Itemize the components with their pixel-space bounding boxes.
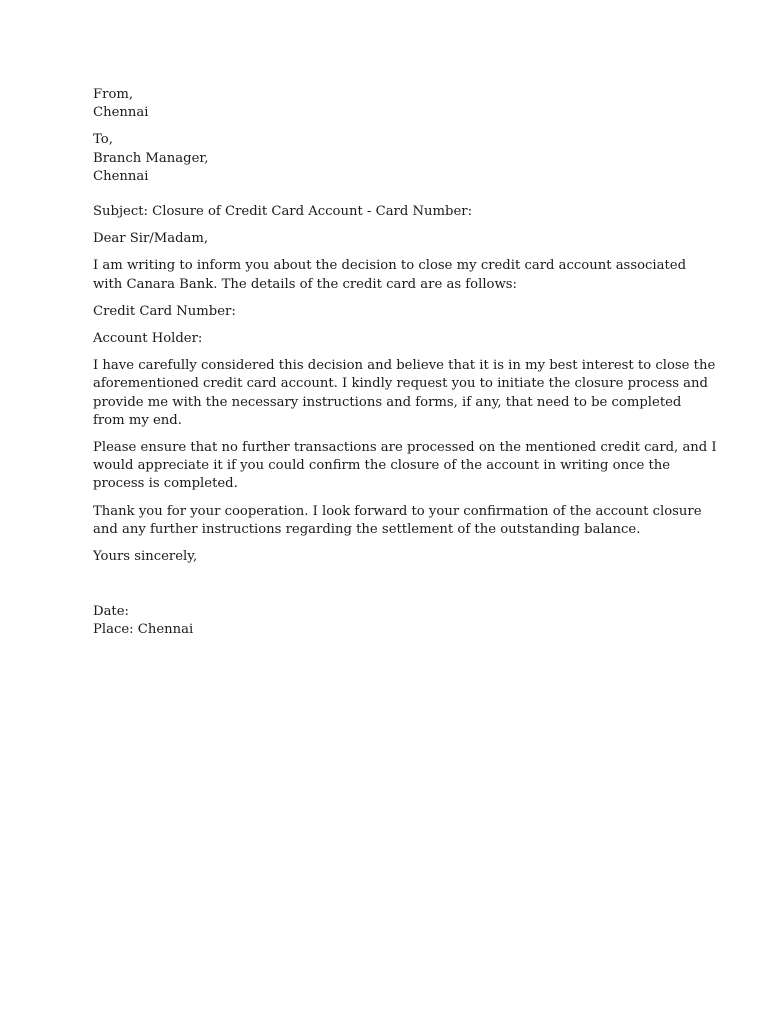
card-number-label: Credit Card Number:: [93, 303, 236, 319]
closing-text: Yours sincerely,: [93, 549, 198, 565]
paragraph-line: from my end.: [93, 412, 182, 428]
from-block: [93, 86, 678, 122]
paragraph-line: and any further instructions regarding the settlement of the outstanding balance.: [93, 521, 641, 537]
date-label: Date:: [93, 604, 129, 620]
paragraph-line: process is completed.: [93, 476, 238, 492]
paragraph-intro: [93, 257, 687, 293]
paragraph-line: I am writing to inform you about the decision to close my credit card account associated: [93, 258, 687, 274]
from-city: Chennai: [93, 105, 149, 121]
paragraph-line: with Canara Bank. The details of the credit card are as follows:: [93, 276, 517, 292]
to-block: [93, 131, 678, 186]
paragraph-line: I have carefully considered this decision and believe that it is in my best interest to close the: [93, 358, 716, 374]
paragraph-decision: [93, 357, 716, 430]
signature-block: [93, 603, 678, 639]
paragraph-line: Please ensure that no further transactions are processed on the mentioned credit card, and I: [93, 440, 717, 456]
to-recipient: Branch Manager,: [93, 150, 209, 166]
subject-text: Subject: Closure of Credit Card Account - Card Number:: [93, 204, 473, 220]
to-label: To,: [93, 132, 113, 148]
paragraph-request: [93, 439, 717, 494]
account-holder-field: [93, 330, 678, 348]
letter-body: [93, 86, 717, 640]
salutation-text: Dear Sir/Madam,: [93, 231, 209, 247]
place-label: Place: Chennai: [93, 622, 194, 638]
card-number-field: [93, 303, 678, 321]
paragraph-line: would appreciate it if you could confirm the closure of the account in writing once the: [93, 458, 671, 474]
from-label: From,: [93, 87, 134, 102]
paragraph-line: Thank you for your cooperation. I look forward to your confirmation of the account closure: [93, 503, 702, 519]
paragraph-thanks: [93, 503, 702, 539]
subject-line: [93, 203, 678, 221]
paragraph-line: aforementioned credit card account. I kindly request you to initiate the closure process and: [93, 376, 708, 392]
to-city: Chennai: [93, 168, 149, 184]
account-holder-label: Account Holder:: [93, 331, 203, 347]
salutation: [93, 230, 678, 248]
closing: [93, 548, 678, 566]
paragraph-line: provide me with the necessary instructions and forms, if any, that need to be completed: [93, 394, 682, 410]
